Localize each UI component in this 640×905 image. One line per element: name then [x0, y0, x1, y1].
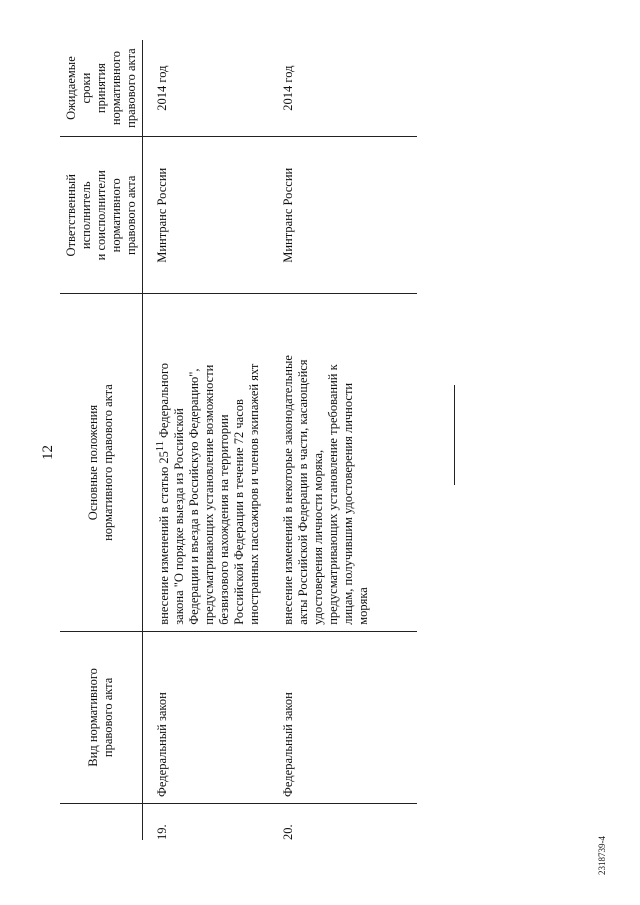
row-number: 19.	[155, 824, 169, 840]
row-act-type: Федеральный закон	[271, 631, 417, 803]
row-main-provisions: внесение изменений в некоторые законодательные акты Российской Федерации в части, касающейся удостоверения личности моряка, предусматривающих установление требований к лицам, получившим удостоверения личности моряка	[271, 294, 417, 631]
table-header-row	[60, 40, 143, 840]
header-expected-date: Ожидаемые сроки принятия нормативного правового акта	[60, 40, 143, 137]
header-number	[60, 803, 143, 840]
table-row	[143, 40, 272, 840]
row-responsible: Минтранс России	[271, 137, 417, 294]
document-id: 2318739-4	[597, 836, 607, 875]
table-row	[271, 40, 417, 840]
row-main-provisions: внесение изменений в статью $25^{11}$ Федерального закона "О порядке выезда из Российской Федерации и въезда в Российскую Федерацию", предусматривающих установление возможности безвизового нахождения на территории Российской Федерации в течение 72 часов иностранных пассажиров и членов экипажей яхт	[143, 294, 272, 631]
header-act-type: Вид нормативного правового акта	[60, 631, 143, 803]
superscript: 11	[155, 441, 166, 452]
row-expected-date: 2014 год	[271, 40, 417, 137]
regulation-table	[60, 40, 417, 840]
page-number: 12	[40, 445, 56, 460]
end-separator-line	[454, 385, 455, 485]
row-responsible: Минтранс России	[143, 137, 272, 294]
row-number: 20.	[281, 824, 295, 840]
row-act-type: Федеральный закон	[143, 631, 272, 803]
row-expected-date: 2014 год	[143, 40, 272, 137]
header-responsible: Ответственный исполнитель и соисполнители нормативного правового акта	[60, 137, 143, 294]
header-main-provisions: Основные положения нормативного правового акта	[60, 294, 143, 631]
